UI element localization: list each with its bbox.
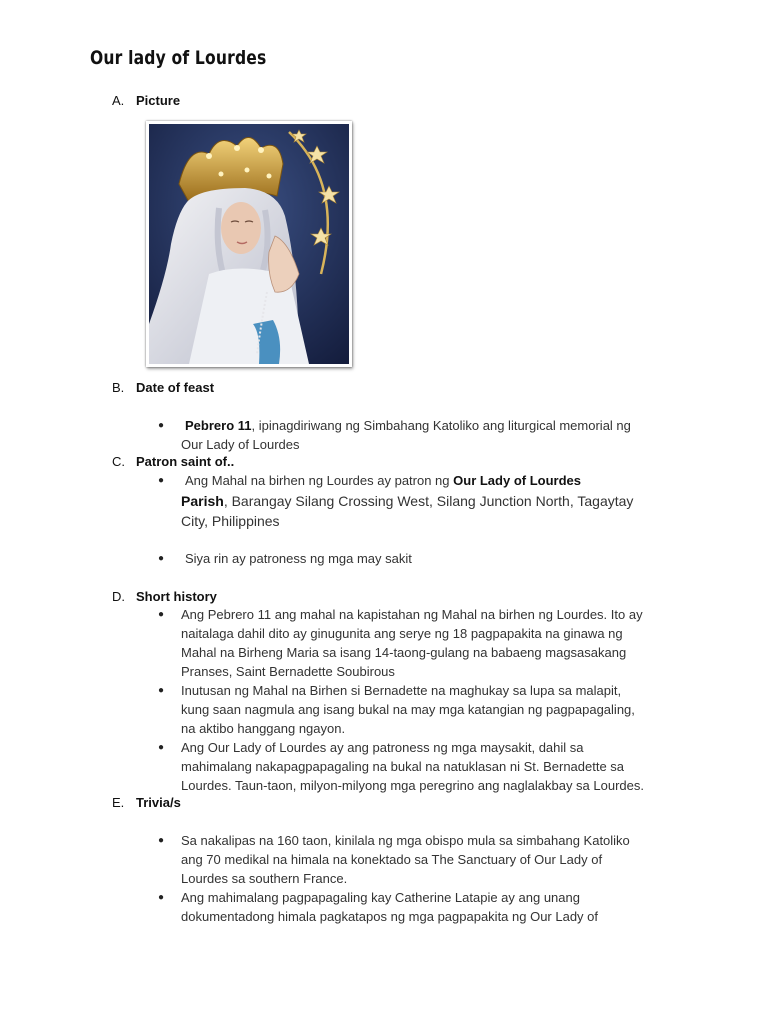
feast-date: Pebrero 11 <box>185 418 252 433</box>
trivia-2-line-2: dokumentadong himala pagkatapos ng mga pagpapakita ng Our Lady of <box>181 909 599 924</box>
history-2-line-1: Inutusan ng Mahal na Birhen si Bernadette na maghukay sa lupa sa malapit, <box>181 683 622 698</box>
section-b-heading <box>112 380 214 395</box>
section-c-title: Patron saint of.. <box>136 454 235 469</box>
section-e-letter: E. <box>112 795 125 810</box>
document-title: Our lady of Lourdes <box>90 47 267 69</box>
patron-pre: Ang Mahal na birhen ng Lourdes ay patron ng <box>185 473 454 488</box>
bullet-icon: ● <box>158 835 165 846</box>
feast-desc: , ipinagdiriwang ng Simbahang Katoliko ang liturgical memorial ng <box>251 418 631 433</box>
trivia-1-line-1: Sa nakalipas na 160 taon, kinilala ng mga obispo mula sa simbahang Katoliko <box>181 833 630 848</box>
patron-address: , Barangay Silang Crossing West, Silang Junction North, Tagaytay <box>223 493 634 509</box>
feast-line-1 <box>185 416 631 435</box>
bullet-icon: ● <box>158 892 165 903</box>
section-a-letter: A. <box>112 93 125 108</box>
trivia-1-line-2: ang 70 medikal na himala na konektado sa The Sanctuary of Our Lady of <box>181 852 603 867</box>
bullet-icon: ● <box>158 553 165 564</box>
section-b-letter: B. <box>112 380 125 395</box>
history-1-line-4: Pranses, Saint Bernadette Soubirous <box>181 664 395 679</box>
patron-sick: Siya rin ay patroness ng mga may sakit <box>185 551 412 566</box>
section-d-letter: D. <box>112 589 125 604</box>
history-1-line-1: Ang Pebrero 11 ang mahal na kapistahan ng Mahal na birhen ng Lourdes. Ito ay <box>181 607 643 622</box>
section-a-heading <box>112 93 180 108</box>
statue-picture <box>146 121 352 367</box>
section-e-heading <box>112 795 181 810</box>
trivia-1-line-3: Lourdes sa southern France. <box>181 871 348 886</box>
patron-line-3: City, Philippines <box>181 513 280 529</box>
patron-parish-name: Our Lady of Lourdes <box>453 473 581 488</box>
bullet-icon: ● <box>158 609 165 620</box>
section-a-title: Picture <box>136 93 181 108</box>
trivia-2-line-1: Ang mahimalang pagpapagaling kay Catherine Latapie ay ang unang <box>181 890 580 905</box>
history-3-line-3: Lourdes. Taun-taon, milyon-milyong mga peregrino ang naglalakbay sa Lourdes. <box>181 778 644 793</box>
feast-line-2: Our Lady of Lourdes <box>181 437 300 452</box>
bullet-icon: ● <box>158 475 165 486</box>
section-d-heading <box>112 589 217 604</box>
section-e-title: Trivia/s <box>136 795 181 810</box>
history-3-line-1: Ang Our Lady of Lourdes ay ang patroness ng mga maysakit, dahil sa <box>181 740 584 755</box>
history-2-line-2: kung saan nagmula ang isang bukal na may mga katangian ng pagpapagaling, <box>181 702 635 717</box>
history-3-line-2: mahimalang nakapagpapagaling na bukal na natuklasan ni St. Bernadette sa <box>181 759 625 774</box>
history-1-line-2: naitalaga dahil dito ay ginugunita ang serye ng 18 pagpapakita na ginawa ng <box>181 626 623 641</box>
statue-picture-icon <box>149 124 349 364</box>
bullet-icon: ● <box>158 420 165 431</box>
section-c-heading <box>112 454 234 469</box>
bullet-icon: ● <box>158 685 165 696</box>
patron-parish-word: Parish <box>181 493 224 509</box>
section-d-title: Short history <box>136 589 217 604</box>
history-2-line-3: na aktibo hanggang ngayon. <box>181 721 346 736</box>
bullet-icon: ● <box>158 742 165 753</box>
history-1-line-3: Mahal na Birheng Maria sa isang 14-taong-gulang na babaeng magsasakang <box>181 645 627 660</box>
section-b-title: Date of feast <box>136 380 215 395</box>
patron-line-2 <box>181 491 633 511</box>
patron-line-1 <box>185 471 581 491</box>
section-c-letter: C. <box>112 454 125 469</box>
